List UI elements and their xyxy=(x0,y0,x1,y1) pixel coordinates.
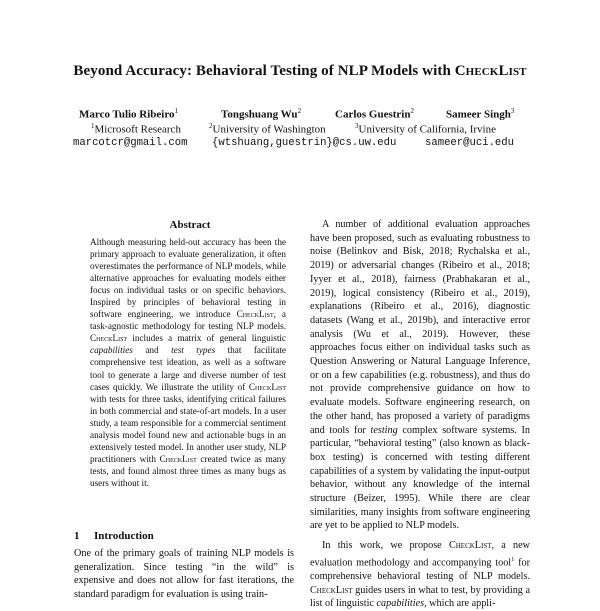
introduction-text: One of the primary goals of training NLP models is generalization. Since testing “in the wild” is expensive and does not allow for fast iterations, the standard paradigm for evaluation is using train- xyxy=(74,548,294,601)
section-title: Introduction xyxy=(94,530,154,542)
affiliation: $^3$University of California, Irvine xyxy=(355,122,496,136)
paragraph: A number of additional evaluation approaches have been proposed, such as evaluating robustness to noise (Belinkov and Bisk, 2018; Rychalska et al., 2019) or adversarial changes (Ribeiro et al., 2018; Iyyer et al., 2018), fairness (Prabhakaran et al., 2019), logical consistency (Ribeiro et al., 2019), explanations (Ribeiro et al., 2016), diagnostic datasets (Wang et al., 2019b), and interactive error analysis (Wu et al., 2019). However, these approaches focus either on individual tasks such as Question Answering or Natural Language Inference, or on a few capabilities (e.g. robustness), and thus do not provide comprehensive guidance on how to evaluate models. Software engineering research, on the other hand, has proposed a variety of paradigms and tools for testing complex software systems. In particular, “behavioral testing” (also known as black-box testing) is concerned with testing different capabilities of a system by validating the input-output behavior, without any knowledge of the internal structure (Beizer, 1995). While there are clear similarities, many insights from software engineering are yet to be applied to NLP models. xyxy=(310,219,530,532)
author: Carlos Guestrin$^2$ xyxy=(335,107,414,121)
emphasis: capabilities xyxy=(90,345,133,356)
email-address[interactable]: sameer@uci.edu xyxy=(425,137,515,149)
title-tool-name: CheckList xyxy=(454,63,527,79)
tool-name: CheckList xyxy=(448,540,492,552)
tool-name: CheckList xyxy=(248,381,286,392)
author: Tongshuang Wu$^2$ xyxy=(221,107,302,121)
emphasis: testing xyxy=(370,424,398,436)
emphasis: capabilities xyxy=(376,598,425,610)
section-heading-introduction xyxy=(74,530,294,542)
affiliation: $^1$Microsoft Research xyxy=(91,122,181,136)
tool-name: CheckList xyxy=(90,333,128,344)
affiliation-list xyxy=(0,122,600,137)
abstract-heading: Abstract xyxy=(169,219,211,231)
paragraph: In this work, we propose CheckList, a new evaluation methodology and accompanying tool$^1$ for comprehensive behavioral testing of NLP models. CheckList guides users in what to test, by providing a list of linguistic capabilities, which are appli- xyxy=(310,540,530,610)
emphasis: test types xyxy=(171,345,216,356)
email-address[interactable]: marcotcr@gmail.com xyxy=(73,137,188,149)
affiliation: $^2$University of Washington xyxy=(209,122,326,136)
email-list xyxy=(0,137,600,152)
tool-name: CheckList xyxy=(236,309,274,320)
author: Sameer Singh$^3$ xyxy=(446,107,515,121)
paper-title xyxy=(0,63,600,80)
title-main: Beyond Accuracy: Behavioral Testing of NLP Models with xyxy=(73,63,455,79)
tool-name: CheckList xyxy=(310,584,353,596)
section-number: 1 xyxy=(74,530,80,542)
author-list xyxy=(0,107,600,123)
author: Marco Tulio Ribeiro$^1$ xyxy=(79,107,179,121)
tool-name: CheckList xyxy=(159,453,197,464)
right-column-text xyxy=(310,218,530,611)
footnote-marker[interactable]: 1 xyxy=(511,555,515,563)
abstract-text: Although measuring held-out accuracy has been the primary approach to evaluate generalization, it often overestimates the performance of NLP models, while alternative approaches for evaluating models either focus on individual tasks or on specific behaviors. Inspired by principles of behavioral testing in software engineering, we introduce CheckList, a task-agnostic methodology for testing NLP models. CheckList includes a matrix of general linguistic capabilities and test types that facilitate comprehensive test ideation, as well as a software tool to generate a large and diverse number of test cases quickly. We illustrate the utility of CheckList with tests for three tasks, identifying critical failures in both commercial and state-of-art models. In a user study, a team responsible for a commercial sentiment analysis model found new and actionable bugs in an extensively tested model. In another user study, NLP practitioners with CheckList created twice as many tests, and found almost three times as many bugs as users without it. xyxy=(90,237,287,488)
email-address[interactable]: {wtshuang,guestrin}@cs.uw.edu xyxy=(212,137,397,149)
